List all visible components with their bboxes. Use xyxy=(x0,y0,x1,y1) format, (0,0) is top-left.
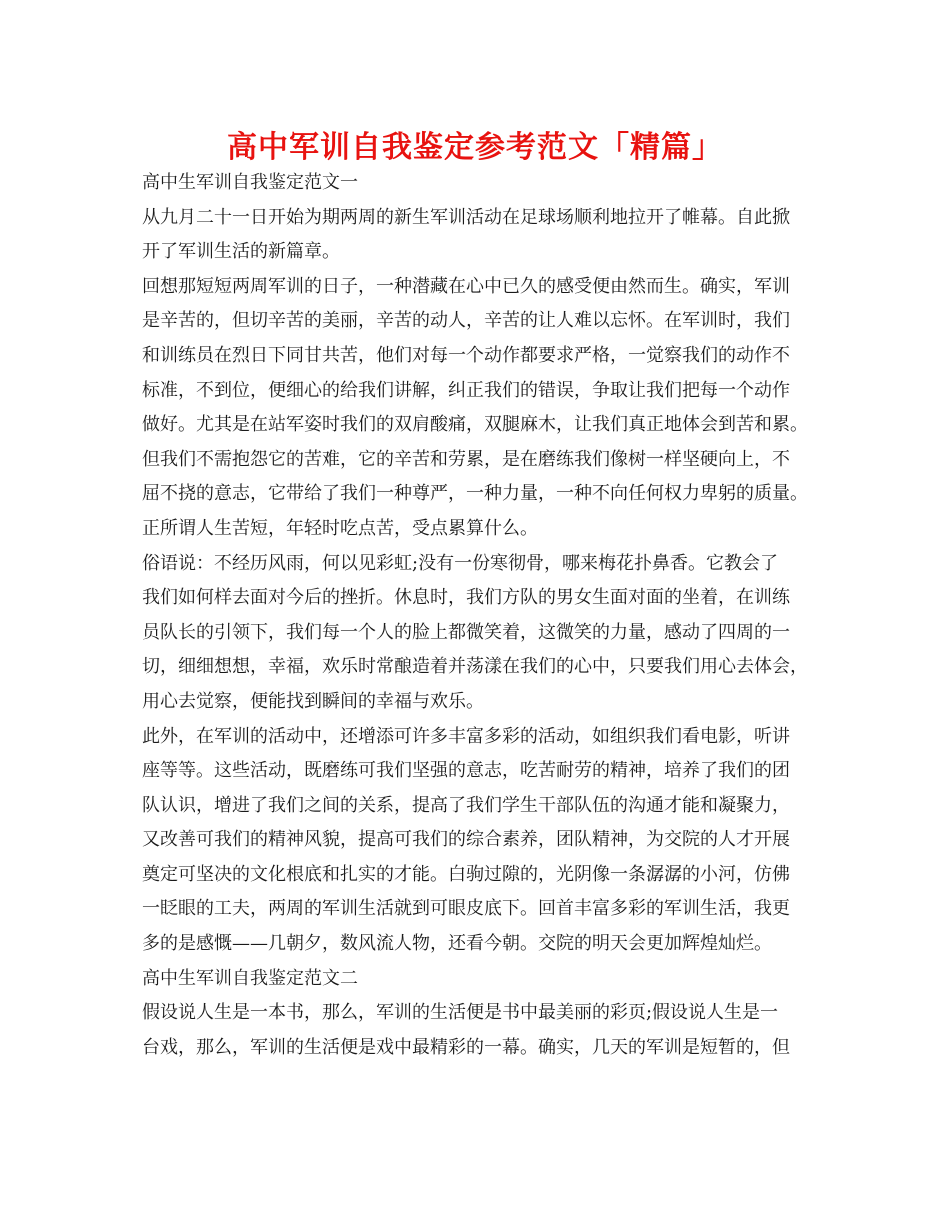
text-line: 俗语说：不经历风雨，何以见彩虹;没有一份寒彻骨，哪来梅花扑鼻香。它教会了 xyxy=(142,552,779,574)
text-line: 假设说人生是一本书，那么，军训的生活便是书中最美丽的彩页;假设说人生是一 xyxy=(142,1002,779,1024)
text-line: 一眨眼的工夫，两周的军训生活就到可眼皮底下。回首丰富多彩的军训生活，我更 xyxy=(142,898,790,920)
text-line: 正所谓人生苦短，年轻时吃点苦，受点累算什么。 xyxy=(142,517,538,539)
text-line: 从九月二十一日开始为期两周的新生军训活动在足球场顺利地拉开了帷幕。自此掀 xyxy=(142,206,790,228)
text-line: 标准，不到位，便细心的给我们讲解，纠正我们的错误，争取让我们把每一个动作 xyxy=(142,379,790,401)
text-line: 开了军训生活的新篇章。 xyxy=(142,241,340,263)
text-line: 是辛苦的，但切辛苦的美丽，辛苦的动人，辛苦的让人难以忘怀。在军训时，我们 xyxy=(142,310,790,332)
text-line: 用心去觉察，便能找到瞬间的幸福与欢乐。 xyxy=(142,690,484,712)
document-body xyxy=(142,166,832,1065)
text-line: 切，细细想想，幸福，欢乐时常酿造着并荡漾在我们的心中，只要我们用心去体会， xyxy=(142,656,808,678)
text-line: 台戏，那么，军训的生活便是戏中最精彩的一幕。确实，几天的军训是短暂的，但 xyxy=(142,1036,790,1058)
text-line: 队认识，增进了我们之间的关系，提高了我们学生干部队伍的沟通才能和凝聚力， xyxy=(142,794,790,816)
text-line: 我们如何样去面对今后的挫折。休息时，我们方队的男女生面对面的坐着，在训练 xyxy=(142,587,790,609)
text-line: 和训练员在烈日下同甘共苦，他们对每一个动作都要求严格，一觉察我们的动作不 xyxy=(142,344,790,366)
section-heading: 高中生军训自我鉴定范文一 xyxy=(142,172,358,193)
text-line: 座等等。这些活动，既磨练可我们坚强的意志，吃苦耐劳的精神，培养了我们的团 xyxy=(142,760,790,782)
text-line: 做好。尤其是在站军姿时我们的双肩酸痛，双腿麻木，让我们真正地体会到苦和累。 xyxy=(142,414,808,436)
text-line: 但我们不需抱怨它的苦难，它的辛苦和劳累，是在磨练我们像树一样坚硬向上，不 xyxy=(142,448,790,470)
text-line: 屈不挠的意志，它带给了我们一种尊严，一种力量，一种不向任何权力卑躬的质量。 xyxy=(142,483,808,505)
text-line: 奠定可坚决的文化根底和扎实的才能。白驹过隙的，光阴像一条潺潺的小河，仿佛 xyxy=(142,863,790,885)
text-line: 回想那短短两周军训的日子，一种潜藏在心中已久的感受便由然而生。确实，军训 xyxy=(142,275,790,297)
document-title: 高中军训自我鉴定参考范文「精篇」 xyxy=(227,130,723,165)
text-line: 又改善可我们的精神风貌，提高可我们的综合素养，团队精神，为交院的人才开展 xyxy=(142,829,790,851)
text-line: 多的是感慨——几朝夕，数风流人物，还看今朝。交院的明天会更加辉煌灿烂。 xyxy=(142,933,772,955)
text-line: 员队长的引领下，我们每一个人的脸上都微笑着，这微笑的力量，感动了四周的一 xyxy=(142,621,790,643)
text-line: 此外，在军训的活动中，还增添可许多丰富多彩的活动，如组织我们看电影，听讲 xyxy=(142,725,790,747)
section-heading: 高中生军训自我鉴定范文二 xyxy=(142,967,358,989)
